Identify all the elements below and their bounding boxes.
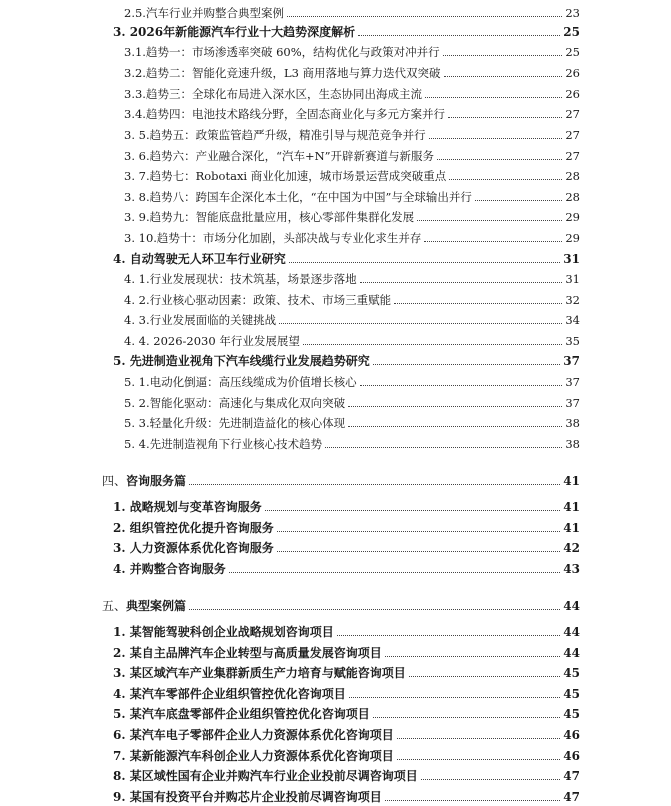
toc-entry[interactable] xyxy=(124,186,580,206)
toc-leader xyxy=(394,303,562,304)
toc-leader xyxy=(277,531,561,532)
toc-entry-label: 3. 7.趋势七：Robotaxi 商业化加速，城市场景运营成突破重点 xyxy=(124,169,447,183)
toc-entry-label: 3. 5.趋势五：政策监管趋严升级，精准引导与规范竞争并行 xyxy=(124,128,426,142)
toc-entry[interactable] xyxy=(124,309,580,329)
toc-entry-page: 47 xyxy=(563,790,580,804)
toc-leader xyxy=(189,484,560,485)
toc-entry-label: 3. 10.趋势十：市场分化加剧，头部决战与专业化求生并存 xyxy=(124,231,422,245)
toc-leader xyxy=(373,717,561,718)
toc-leader xyxy=(325,447,562,448)
toc-leader xyxy=(417,220,562,221)
toc-entry-label: 5. 3.轻量化升级：先进制造益化的核心体现 xyxy=(124,416,346,430)
toc-entry[interactable] xyxy=(113,517,580,537)
toc-entry-label: 4. 1.行业发展现状：技术筑基，场景逐步落地 xyxy=(124,272,357,286)
toc-entry[interactable] xyxy=(124,83,580,103)
toc-leader xyxy=(349,697,561,698)
toc-entry[interactable] xyxy=(124,41,580,61)
toc-leader xyxy=(287,16,562,17)
toc-entry[interactable] xyxy=(124,206,580,226)
toc-entry-label: 6. 某汽车电子零部件企业人力资源体系优化咨询项目 xyxy=(113,728,394,742)
toc-entry[interactable] xyxy=(113,496,580,516)
toc-entry-label: 3. 人力资源体系优化咨询服务 xyxy=(113,541,274,555)
toc-entry-label: 3. 某区域汽车产业集群新质生产力培育与赋能咨询项目 xyxy=(113,666,406,680)
toc-entry-page: 37 xyxy=(563,354,580,368)
toc-entry-label: 5. 2.智能化驱动：高速化与集成化双向突破 xyxy=(124,396,346,410)
toc-entry-label: 4. 2.行业核心驱动因素：政策、技术、市场三重赋能 xyxy=(124,293,392,307)
toc-leader xyxy=(475,200,563,201)
toc-entry-page: 31 xyxy=(565,272,580,286)
toc-leader xyxy=(229,572,561,573)
toc-entry-page: 32 xyxy=(565,293,580,307)
toc-entry[interactable] xyxy=(113,248,580,268)
toc-entry-page: 46 xyxy=(563,749,580,763)
toc-entry-page: 27 xyxy=(565,149,580,163)
toc-entry-page: 43 xyxy=(563,562,580,576)
toc-entry-page: 27 xyxy=(565,128,580,142)
toc-entry-page: 27 xyxy=(565,107,580,121)
toc-leader xyxy=(429,138,563,139)
toc-entry[interactable] xyxy=(124,145,580,165)
toc-entry[interactable] xyxy=(113,621,580,641)
toc-leader xyxy=(337,635,561,636)
toc-leader xyxy=(409,676,561,677)
toc-entry[interactable] xyxy=(113,786,580,806)
toc-leader xyxy=(360,282,563,283)
toc-leader xyxy=(385,656,561,657)
toc-entry-page: 44 xyxy=(563,599,580,613)
toc-entry-label: 5. 先进制造业视角下汽车线缆行业发展趋势研究 xyxy=(113,354,370,368)
toc-leader xyxy=(189,609,560,610)
toc-entry-page: 26 xyxy=(565,66,580,80)
toc-entry-label: 3.1.趋势一：市场渗透率突破 60%，结构优化与政策对冲并行 xyxy=(124,45,440,59)
toc-leader xyxy=(303,344,563,345)
toc-entry[interactable] xyxy=(124,165,580,185)
toc-entry[interactable] xyxy=(113,642,580,662)
toc-leader xyxy=(348,406,562,407)
toc-entry-page: 44 xyxy=(563,625,580,639)
toc-entry-page: 45 xyxy=(563,687,580,701)
toc-entry-label: 4. 并购整合咨询服务 xyxy=(113,562,226,576)
toc-entry-page: 35 xyxy=(565,334,580,348)
toc-entry-label: 2.5.汽车行业并购整合典型案例 xyxy=(124,6,284,20)
section-title: 咨询服务篇 xyxy=(126,474,187,488)
toc-entry-page: 45 xyxy=(563,666,580,680)
toc-entry-label: 9. 某国有投资平台并购芯片企业投前尽调咨询项目 xyxy=(113,790,382,804)
toc-entry-page: 41 xyxy=(563,521,580,535)
toc-entry[interactable] xyxy=(124,330,580,350)
toc-entry[interactable] xyxy=(124,2,580,22)
toc-entry-label: 5. 1.电动化倒逼：高压线缆成为价值增长核心 xyxy=(124,375,357,389)
toc-entry-label: 3. 2026年新能源汽车行业十大趋势深度解析 xyxy=(113,25,356,39)
toc-section-heading[interactable] xyxy=(102,595,580,615)
toc-leader xyxy=(373,364,561,365)
toc-entry-page: 44 xyxy=(563,646,580,660)
toc-entry[interactable] xyxy=(113,724,580,744)
toc-entry[interactable] xyxy=(124,412,580,432)
toc-entry-label: 1. 某智能驾驶科创企业战略规划咨询项目 xyxy=(113,625,334,639)
toc-entry-label: 8. 某区域性国有企业并购汽车行业企业投前尽调咨询项目 xyxy=(113,769,418,783)
toc-entry[interactable] xyxy=(124,227,580,247)
toc-entry-label: 2. 组织管控优化提升咨询服务 xyxy=(113,521,274,535)
toc-entry-label: 5. 4.先进制造视角下行业核心技术趋势 xyxy=(124,437,323,451)
toc-leader xyxy=(437,159,562,160)
toc-entry[interactable] xyxy=(113,537,580,557)
toc-leader xyxy=(397,738,561,739)
toc-entry-label: 3.4.趋势四：电池技术路线分野，全固态商业化与多元方案并行 xyxy=(124,107,445,121)
toc-leader xyxy=(397,759,561,760)
toc-entry[interactable] xyxy=(113,21,580,41)
toc-entry[interactable] xyxy=(124,268,580,288)
toc-leader xyxy=(360,385,563,386)
toc-entry-label xyxy=(102,597,186,615)
toc-entry[interactable] xyxy=(113,350,580,370)
toc-entry-page: 45 xyxy=(563,707,580,721)
toc-entry-label: 3.2.趋势二：智能化竞速升级，L3 商用落地与算力迭代双突破 xyxy=(124,66,441,80)
toc-leader xyxy=(385,800,561,801)
toc-entry-page: 23 xyxy=(565,6,580,20)
toc-entry-page: 28 xyxy=(565,190,580,204)
toc-entry[interactable] xyxy=(124,371,580,391)
toc-entry-label: 3. 8.趋势八：跨国车企深化本土化，“在中国为中国”与全球输出并行 xyxy=(124,190,472,204)
toc-entry-page: 47 xyxy=(563,769,580,783)
toc-entry-label: 4. 自动驾驶无人环卫车行业研究 xyxy=(113,252,286,266)
toc-entry-page: 37 xyxy=(565,396,580,410)
toc-entry[interactable] xyxy=(113,703,580,723)
toc-entry-label: 4. 4. 2026-2030 年行业发展展望 xyxy=(124,334,300,348)
toc-entry-page: 25 xyxy=(563,25,580,39)
toc-leader xyxy=(448,117,562,118)
toc-entry-page: 38 xyxy=(565,437,580,451)
toc-entry-label: 3.3.趋势三：全球化布局进入深水区，生态协同出海成主流 xyxy=(124,87,422,101)
toc-entry[interactable] xyxy=(113,558,580,578)
toc-leader xyxy=(424,241,562,242)
toc-entry[interactable] xyxy=(113,745,580,765)
toc-entry-page: 42 xyxy=(563,541,580,555)
toc-entry-label: 4. 某汽车零部件企业组织管控优化咨询项目 xyxy=(113,687,346,701)
toc-entry[interactable] xyxy=(124,433,580,453)
toc-entry-label: 2. 某自主品牌汽车企业转型与高质量发展咨询项目 xyxy=(113,646,382,660)
toc-entry[interactable] xyxy=(124,289,580,309)
toc-leader xyxy=(265,510,561,511)
toc-entry[interactable] xyxy=(113,662,580,682)
toc-entry-page: 25 xyxy=(565,45,580,59)
section-number: 五、 xyxy=(102,599,127,613)
toc-entry-label: 7. 某新能源汽车科创企业人力资源体系优化咨询项目 xyxy=(113,749,394,763)
toc-entry[interactable] xyxy=(124,392,580,412)
toc-entry-label: 3. 6.趋势六：产业融合深化，“汽车+N”开辟新赛道与新服务 xyxy=(124,149,435,163)
section-number: 四、 xyxy=(102,474,127,488)
toc-leader xyxy=(444,76,563,77)
toc-leader xyxy=(277,551,561,552)
toc-leader xyxy=(449,179,562,180)
section-title: 典型案例篇 xyxy=(126,599,187,613)
toc-entry-label: 3. 9.趋势九：智能底盘批量应用，核心零部件集群化发展 xyxy=(124,210,415,224)
toc-leader xyxy=(425,97,562,98)
toc-entry[interactable] xyxy=(113,683,580,703)
toc-entry-label: 1. 战略规划与变革咨询服务 xyxy=(113,500,262,514)
toc-entry-page: 26 xyxy=(565,87,580,101)
toc-leader xyxy=(289,262,561,263)
toc-leader xyxy=(279,323,562,324)
toc-entry-label xyxy=(102,472,186,490)
toc-entry-page: 31 xyxy=(563,252,580,266)
toc-entry-page: 28 xyxy=(565,169,580,183)
toc-leader xyxy=(443,55,563,56)
toc-entry-page: 34 xyxy=(565,313,580,327)
toc-entry-page: 41 xyxy=(563,474,580,488)
toc-entry-page: 46 xyxy=(563,728,580,742)
toc-entry[interactable] xyxy=(124,103,580,123)
toc-entry[interactable] xyxy=(113,765,580,785)
toc-entry-page: 41 xyxy=(563,500,580,514)
toc-entry-page: 29 xyxy=(565,210,580,224)
toc-entry-label: 5. 某汽车底盘零部件企业组织管控优化咨询项目 xyxy=(113,707,370,721)
toc-section-heading[interactable] xyxy=(102,470,580,490)
toc-leader xyxy=(348,426,562,427)
toc-entry[interactable] xyxy=(124,62,580,82)
toc-entry-page: 38 xyxy=(565,416,580,430)
toc-entry-page: 29 xyxy=(565,231,580,245)
toc-leader xyxy=(358,35,560,36)
toc-entry-label: 4. 3.行业发展面临的关键挑战 xyxy=(124,313,277,327)
toc-entry-page: 37 xyxy=(565,375,580,389)
toc-leader xyxy=(421,779,561,780)
toc-entry[interactable] xyxy=(124,124,580,144)
